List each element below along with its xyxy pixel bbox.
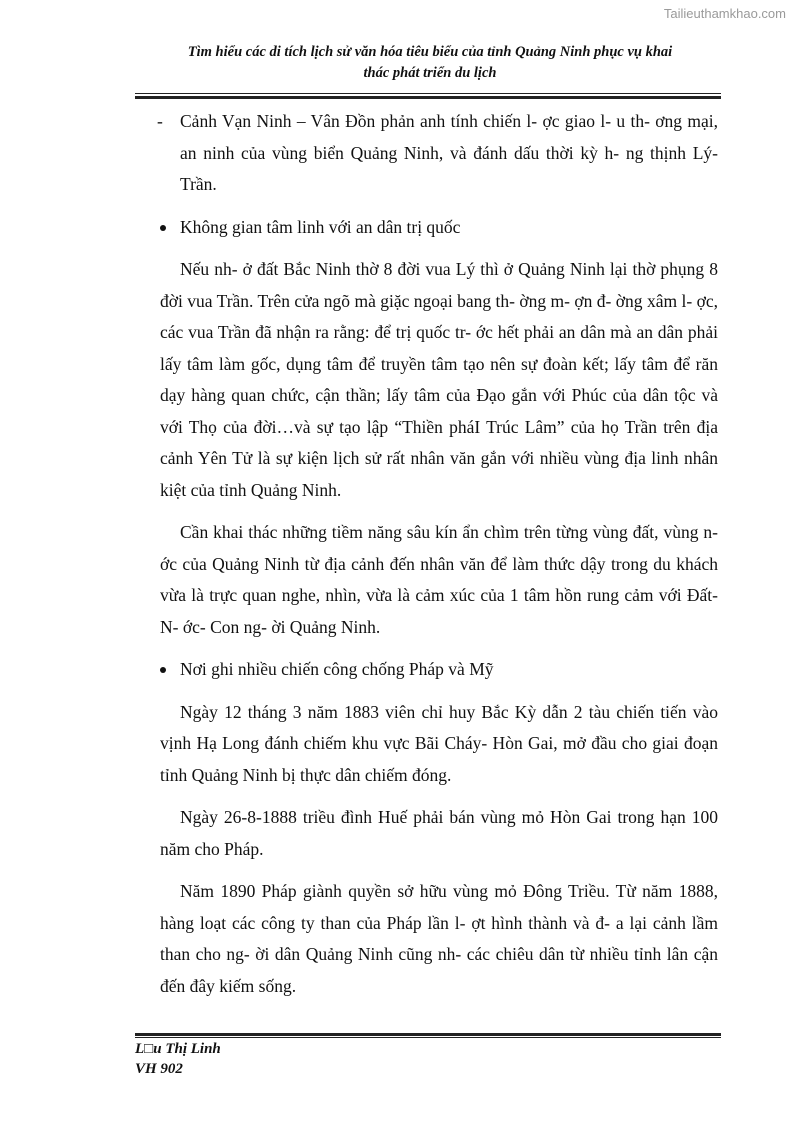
dash-item-text: Cảnh Vạn Ninh – Vân Đồn phản anh tính chiến l- ợc giao l- u th- ơng mại, an ninh của vùng biển Quảng Ninh, và đánh dấu thời kỳ h- ng thịnh Lý- Trần. <box>180 111 718 194</box>
paragraph-1: Nếu nh- ở đất Bắc Ninh thờ 8 đời vua Lý thì ở Quảng Ninh lại thờ phụng 8 đời vua Trần. Trên cửa ngõ mà giặc ngoại bang th- ờng m- ợn đ- ờng xâm l- ợc, các vua Trần đã nhận ra rằng: để trị quốc tr- ớc hết phải an dân mà an dân phải lấy tâm làm gốc, dụng tâm để truyền tâm tạo nên sự đoàn kết; lấy tâm để răn dạy hàng quan chức, cận thần; lấy tâm của Đạo gắn với Phúc của dân tộc và với Thọ của đời…và sự tạo lập “Thiền pháI Trúc Lâm” của họ Trần trên địa cảnh Yên Tử là sự kiện lịch sử rất nhân văn gắn với nhiều vùng địa linh nhân kiệt của tỉnh Quảng Ninh. <box>160 259 718 500</box>
bullet-dot-icon <box>160 225 166 231</box>
watermark: Tailieuthamkhao.com <box>663 6 786 21</box>
header-line-2: thác phát triển du lịch <box>363 65 497 81</box>
footer-rule-thick <box>135 1033 721 1036</box>
paragraph-5: Năm 1890 Pháp giành quyền sở hữu vùng mỏ Đông Triều. Từ năm 1888, hàng loạt các công ty than của Pháp lần l- ợt hình thành và đ- a lại cảnh lầm than cho ng- ời dân Quảng Ninh cũng nh- các chiêu dân từ nhiều tỉnh lân cận đến đây kiếm sống. <box>160 881 718 996</box>
header-rule-thin <box>135 93 721 94</box>
footer-rule-thin <box>135 1037 721 1038</box>
bullet-item-war <box>160 654 718 686</box>
footer-author: L□u Thị Linh <box>135 1041 221 1057</box>
bullet-item-text: Nơi ghi nhiều chiến công chống Pháp và Mỹ <box>180 659 494 679</box>
header-rule-thick <box>135 96 721 99</box>
footer-class-code: VH 902 <box>135 1061 183 1077</box>
bullet-dot-icon <box>160 667 166 673</box>
paragraph-2: Cần khai thác những tiềm năng sâu kín ẩn chìm trên từng vùng đất, vùng n- ớc của Quảng Ninh từ địa cảnh đến nhân văn để làm thức dậy trong du khách vừa là trực quan nghe, nhìn, vừa là cảm xúc của 1 tâm hồn rung cảm với Đất- N- ớc- Con ng- ời Quảng Ninh. <box>160 522 718 637</box>
paragraph-3: Ngày 12 tháng 3 năm 1883 viên chỉ huy Bắc Kỳ dẫn 2 tàu chiến tiến vào vịnh Hạ Long đánh chiếm khu vực Bãi Cháy- Hòn Gai, mở đầu cho giai đoạn tỉnh Quảng Ninh bị thực dân chiếm đóng. <box>160 701 718 785</box>
bullet-item-spiritual <box>160 212 718 244</box>
page-body <box>157 106 718 1013</box>
footer <box>135 1039 221 1079</box>
dash-list-item <box>157 106 718 201</box>
dash-marker: - <box>157 111 163 131</box>
running-header <box>135 42 725 84</box>
paragraph-4: Ngày 26-8-1888 triều đình Huế phải bán vùng mỏ Hòn Gai trong hạn 100 năm cho Pháp. <box>160 807 718 859</box>
bullet-item-text: Không gian tâm linh với an dân trị quốc <box>180 216 461 237</box>
header-line-1: Tìm hiểu các di tích lịch sử văn hóa tiêu biểu của tỉnh Quảng Ninh phục vụ khai <box>187 44 673 60</box>
